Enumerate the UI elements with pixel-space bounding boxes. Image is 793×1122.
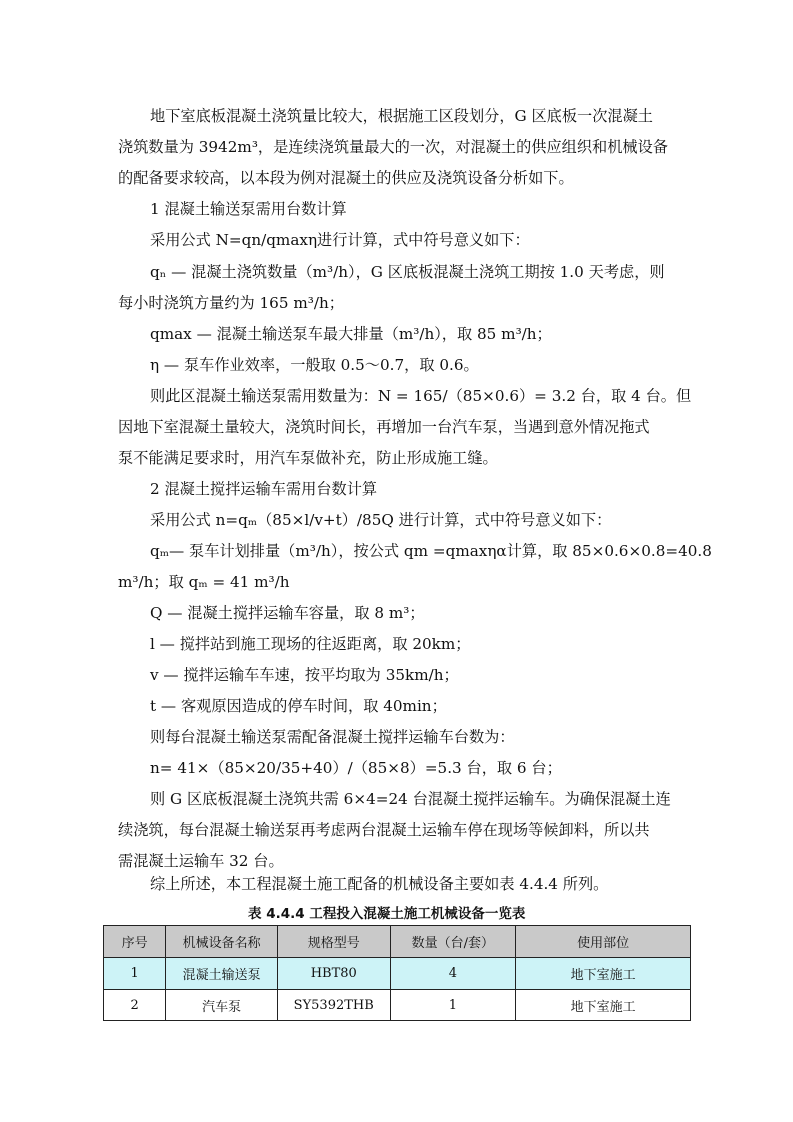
summary-line: 综上所述，本工程混凝土施工配备的机械设备主要如表 4.4.4 所列。 <box>150 875 609 893</box>
definition-v: v — 搅拌运输车车速，按平均取为 35km/h； <box>150 666 459 684</box>
table-cell: 1 <box>104 958 166 990</box>
definition-qmax: qmax — 混凝土输送泵车最大排量（m³/h），取 85 m³/h； <box>150 325 552 343</box>
section-heading-1: 1 混凝土输送泵需用台数计算 <box>150 200 347 218</box>
definition-qn-cont: 每小时浇筑方量约为 165 m³/h； <box>118 294 344 312</box>
definition-qn: qₙ — 混凝土浇筑数量（m³/h），G 区底板混凝土浇筑工期按 1.0 天考虑，则 <box>150 263 665 281</box>
definition-qm: qₘ— 泵车计划排量（m³/h），按公式 qm =qmaxηα计算，取 85×0.6×0.8=40.8 <box>150 542 712 560</box>
table-cell: 地下室施工 <box>516 990 691 1021</box>
header-cell: 数量（台/套） <box>390 926 516 958</box>
result-line: 则每台混凝土输送泵需配备混凝土搅拌运输车台数为： <box>150 728 515 746</box>
definition-qm-cont: m³/h；取 qₘ = 41 m³/h <box>118 573 290 591</box>
result-line: 则 G 区底板混凝土浇筑共需 6×4=24 台混凝土搅拌运输车。为确保混凝土连 <box>150 790 671 808</box>
table-cell: 4 <box>390 958 516 990</box>
table-cell: 地下室施工 <box>516 958 691 990</box>
table-cell: 2 <box>104 990 166 1021</box>
result-line: 需混凝土运输车 32 台。 <box>118 852 284 870</box>
section-heading-2: 2 混凝土搅拌运输车需用台数计算 <box>150 480 378 498</box>
result-line: 续浇筑，每台混凝土输送泵再考虑两台混凝土运输车停在现场等候卸料，所以共 <box>118 821 650 839</box>
definition-t: t — 客观原因造成的停车时间，取 40min； <box>150 697 447 715</box>
table-header-row <box>104 926 691 958</box>
header-cell: 机械设备名称 <box>166 926 278 958</box>
table-cell: HBT80 <box>277 958 390 990</box>
formula-line: 采用公式 n=qₘ（85×l/v+t）/85Q 进行计算，式中符号意义如下： <box>150 511 612 529</box>
equipment-table <box>103 925 691 1021</box>
table-cell: 1 <box>390 990 516 1021</box>
table-row <box>104 990 691 1021</box>
header-cell: 规格型号 <box>277 926 390 958</box>
result-line: 因地下室混凝土量较大，浇筑时间长，再增加一台汽车泵，当遇到意外情况拖式 <box>118 418 650 436</box>
table-row <box>104 958 691 990</box>
paragraph-line: 地下室底板混凝土浇筑量比较大，根据施工区段划分，G 区底板一次混凝土 <box>150 107 653 125</box>
result-line: n= 41×（85×20/35+40）/（85×8）=5.3 台，取 6 台； <box>150 759 562 777</box>
paragraph-line: 浇筑数量为 3942m³，是连续浇筑量最大的一次，对混凝土的供应组织和机械设备 <box>118 138 668 156</box>
formula-line: 采用公式 N=qn/qmaxη进行计算，式中符号意义如下： <box>150 231 530 249</box>
result-line: 则此区混凝土输送泵需用数量为：N = 165/（85×0.6）= 3.2 台，取 4 台。但 <box>150 387 692 405</box>
paragraph-line: 的配备要求较高，以本段为例对混凝土的供应及浇筑设备分析如下。 <box>118 169 574 187</box>
definition-Q: Q — 混凝土搅拌运输车容量，取 8 m³； <box>150 604 425 622</box>
header-cell: 使用部位 <box>516 926 691 958</box>
table-cell: 汽车泵 <box>166 990 278 1021</box>
table-cell: 混凝土输送泵 <box>166 958 278 990</box>
definition-eta: η — 泵车作业效率，一般取 0.5～0.7，取 0.6。 <box>150 356 479 374</box>
result-line: 泵不能满足要求时，用汽车泵做补充，防止形成施工缝。 <box>118 449 498 467</box>
table-cell: SY5392THB <box>277 990 390 1021</box>
header-cell: 序号 <box>104 926 166 958</box>
table-caption: 表 4.4.4 工程投入混凝土施工机械设备一览表 <box>248 906 526 922</box>
definition-l: l — 搅拌站到施工现场的往返距离，取 20km； <box>150 635 471 653</box>
